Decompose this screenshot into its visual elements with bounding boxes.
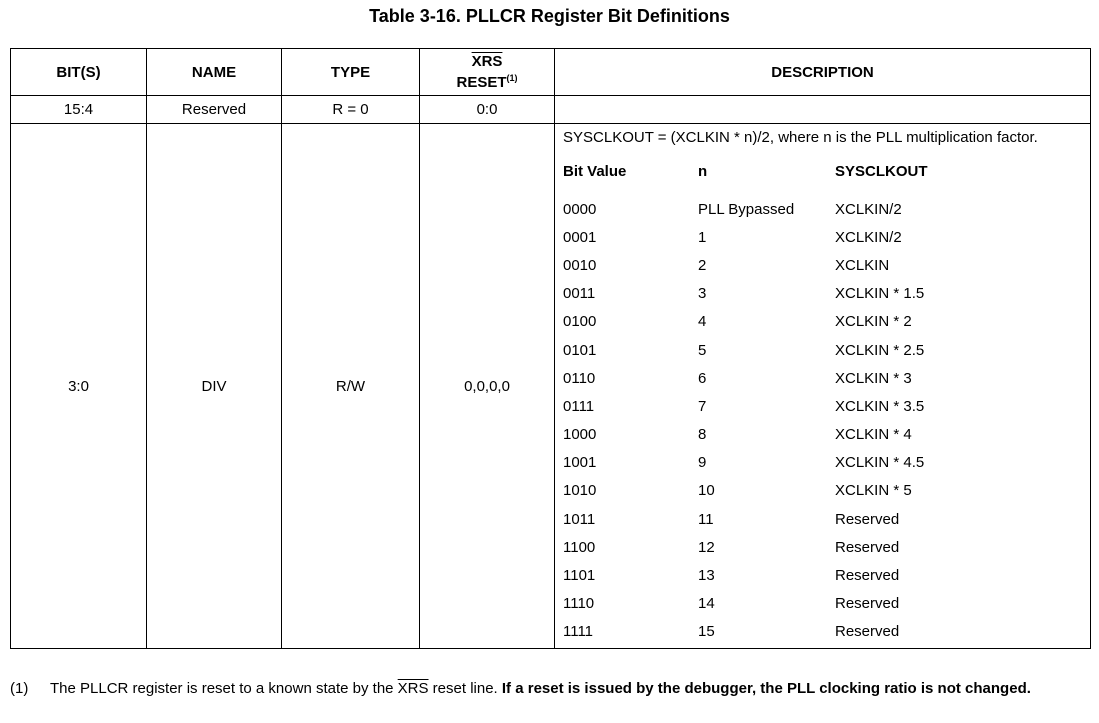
div-bit-value: 1011: [563, 510, 596, 528]
div-header-n: n: [698, 163, 708, 180]
div-n: 11: [698, 510, 714, 528]
div-n: 2: [698, 256, 707, 274]
div-bit-value: 0101: [563, 341, 597, 359]
div-row: [563, 421, 1084, 449]
div-sysclkout: XCLKIN/2: [835, 228, 902, 246]
header-reset: [420, 49, 555, 96]
div-sysclkout: XCLKIN * 4: [835, 426, 912, 444]
footnote-text: [50, 680, 1090, 698]
div-sysclkout: XCLKIN * 3.5: [835, 397, 925, 415]
div-row: [563, 280, 1084, 308]
div-values-table: [563, 157, 1084, 646]
cell-description: [555, 124, 1091, 649]
header-reset-xrs: $\overline{XRS}$: [471, 53, 503, 70]
header-reset-note-mark: (1): [506, 73, 518, 83]
div-bit-value: 1100: [563, 538, 596, 556]
div-n: 4: [698, 313, 707, 331]
div-bit-value: 0000: [563, 200, 597, 218]
div-sysclkout: Reserved: [835, 538, 900, 556]
cell-reset: 0,0,0,0: [420, 124, 555, 649]
table-row: [11, 124, 1091, 649]
cell-bits: 3:0: [11, 124, 147, 649]
div-n: 3: [698, 285, 707, 303]
header-name: NAME: [147, 49, 282, 96]
div-bit-value: 0011: [563, 285, 596, 303]
div-sysclkout: XCLKIN: [835, 256, 890, 274]
div-row: [563, 618, 1084, 646]
div-n: 1: [698, 228, 707, 246]
div-sysclkout: Reserved: [835, 567, 900, 585]
div-sysclkout: XCLKIN * 2.5: [835, 341, 925, 359]
table-row: [11, 96, 1091, 124]
div-bit-value: 0001: [563, 228, 597, 246]
div-header-bit-value: Bit Value: [563, 163, 627, 180]
header-description: DESCRIPTION: [555, 49, 1091, 96]
div-row: [563, 477, 1084, 505]
div-n: 5: [698, 341, 707, 359]
div-row: [563, 505, 1084, 533]
cell-bits: 15:4: [11, 96, 147, 124]
div-sysclkout: XCLKIN * 4.5: [835, 454, 925, 472]
div-header-row: [563, 157, 1084, 195]
header-type: TYPE: [282, 49, 420, 96]
cell-reset: 0:0: [420, 96, 555, 124]
div-sysclkout: Reserved: [835, 595, 900, 613]
div-sysclkout: XCLKIN * 2: [835, 313, 912, 331]
register-table: [10, 48, 1091, 649]
div-row: [563, 590, 1084, 618]
div-row: [563, 364, 1084, 392]
div-sysclkout: XCLKIN * 1.5: [835, 285, 925, 303]
div-row: [563, 223, 1084, 251]
div-n: PLL Bypassed: [698, 200, 795, 218]
cell-type: R = 0: [282, 96, 420, 124]
div-bit-value: 1111: [563, 623, 594, 641]
footnote: [10, 680, 1090, 698]
footnote-xrs: $\overline{XRS}$: [397, 680, 429, 697]
description-text: SYSCLKOUT = (XCLKIN * n)/2, where n is the PLL multiplication factor.: [563, 129, 1038, 146]
div-n: 7: [698, 397, 707, 415]
div-bit-value: 1110: [563, 595, 595, 613]
cell-name: Reserved: [147, 96, 282, 124]
div-row: [563, 449, 1084, 477]
cell-description: [555, 96, 1091, 124]
div-bit-value: 1101: [563, 567, 596, 585]
div-bit-value: 0111: [563, 397, 595, 415]
div-n: 6: [698, 369, 707, 387]
footnote-text-after: reset line.: [428, 680, 498, 697]
cell-type: R/W: [282, 124, 420, 649]
footnote-mark: (1): [10, 680, 29, 697]
div-row: [563, 392, 1084, 420]
div-bit-value: 1010: [563, 482, 597, 500]
div-sysclkout: XCLKIN/2: [835, 200, 902, 218]
div-n: 9: [698, 454, 707, 472]
div-n: 15: [698, 623, 715, 641]
div-n: 8: [698, 426, 707, 444]
div-bit-value: 1000: [563, 426, 597, 444]
div-sysclkout: Reserved: [835, 510, 900, 528]
div-header-sysclkout: SYSCLKOUT: [835, 163, 928, 180]
table-caption: Table 3-16. PLLCR Register Bit Definitions: [369, 6, 730, 26]
div-row: [563, 561, 1084, 589]
div-n: 14: [698, 595, 715, 613]
div-bit-value: 0010: [563, 256, 597, 274]
div-sysclkout: XCLKIN * 5: [835, 482, 912, 500]
header-row: [11, 49, 1091, 96]
div-row: [563, 336, 1084, 364]
div-row: [563, 251, 1084, 279]
header-reset-label: RESET: [456, 74, 507, 91]
div-sysclkout: XCLKIN * 3: [835, 369, 912, 387]
header-bits: BIT(S): [11, 49, 147, 96]
div-sysclkout: Reserved: [835, 623, 900, 641]
div-bit-value: 0110: [563, 369, 596, 387]
div-row: [563, 308, 1084, 336]
div-bit-value: 0100: [563, 313, 597, 331]
div-n: 10: [698, 482, 715, 500]
div-bit-value: 1001: [563, 454, 597, 472]
div-n: 13: [698, 567, 715, 585]
cell-name: DIV: [147, 124, 282, 649]
div-n: 12: [698, 538, 715, 556]
div-row: [563, 533, 1084, 561]
footnote-text-before: The PLLCR register is reset to a known state by the: [50, 680, 398, 697]
footnote-bold-text: If a reset is issued by the debugger, the PLL clocking ratio is not changed.: [497, 680, 1031, 697]
div-row: [563, 195, 1084, 223]
